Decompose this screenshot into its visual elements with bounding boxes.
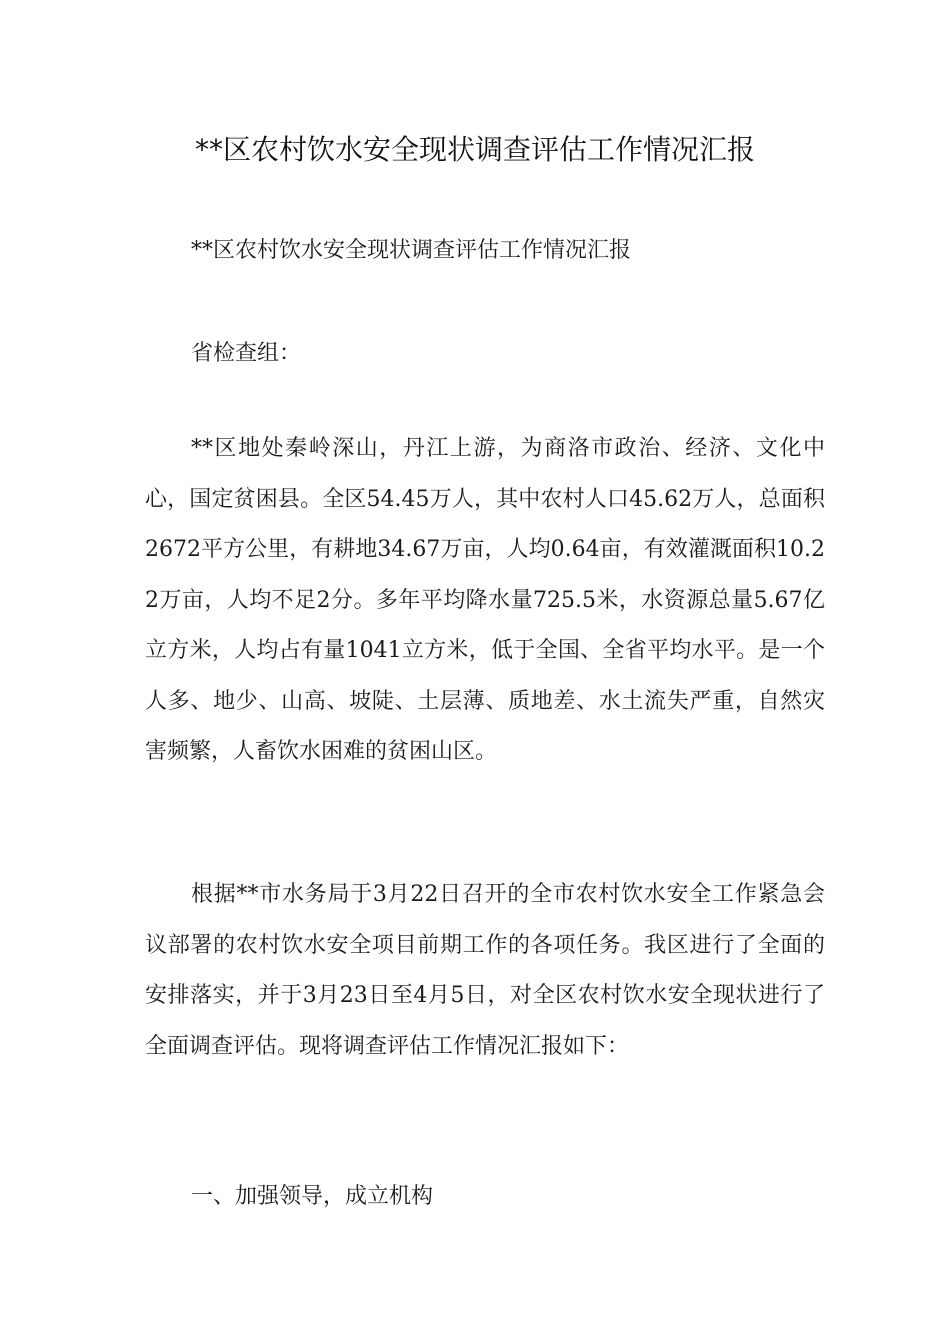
section-heading-1: 一、加强领导，成立机构 xyxy=(191,1184,434,1209)
document-title: **区农村饮水安全现状调查评估工作情况汇报 xyxy=(194,133,755,166)
paragraph-overview: **区地处秦岭深山，丹江上游，为商洛市政治、经济、文化中心，国定贫困县。全区54.45万人，其中农村人口45.62万人，总面积2672平方公里，有耕地34.67万亩，人均0.64亩，有效灌溉面积10.22万亩，人均不足2分。多年平均降水量725.5米，水资源总量5.67亿立方米，人均占有量1041立方米，低于全国、全省平均水平。是一个人多、地少、山高、坡陡、土层薄、质地差、水土流失严重，自然灾害频繁，人畜饮水困难的贫困山区。 xyxy=(145,436,825,764)
document-subtitle: **区农村饮水安全现状调查评估工作情况汇报 xyxy=(191,238,632,263)
paragraph-basis: 根据**市水务局于3月22日召开的全市农村饮水安全工作紧急会议部署的农村饮水安全项目前期工作的各项任务。我区进行了全面的安排落实，并于3月23日至4月5日，对全区农村饮水安全现状进行了全面调查评估。现将调查评估工作情况汇报如下： xyxy=(145,882,825,1059)
salutation: 省检查组： xyxy=(191,341,302,366)
